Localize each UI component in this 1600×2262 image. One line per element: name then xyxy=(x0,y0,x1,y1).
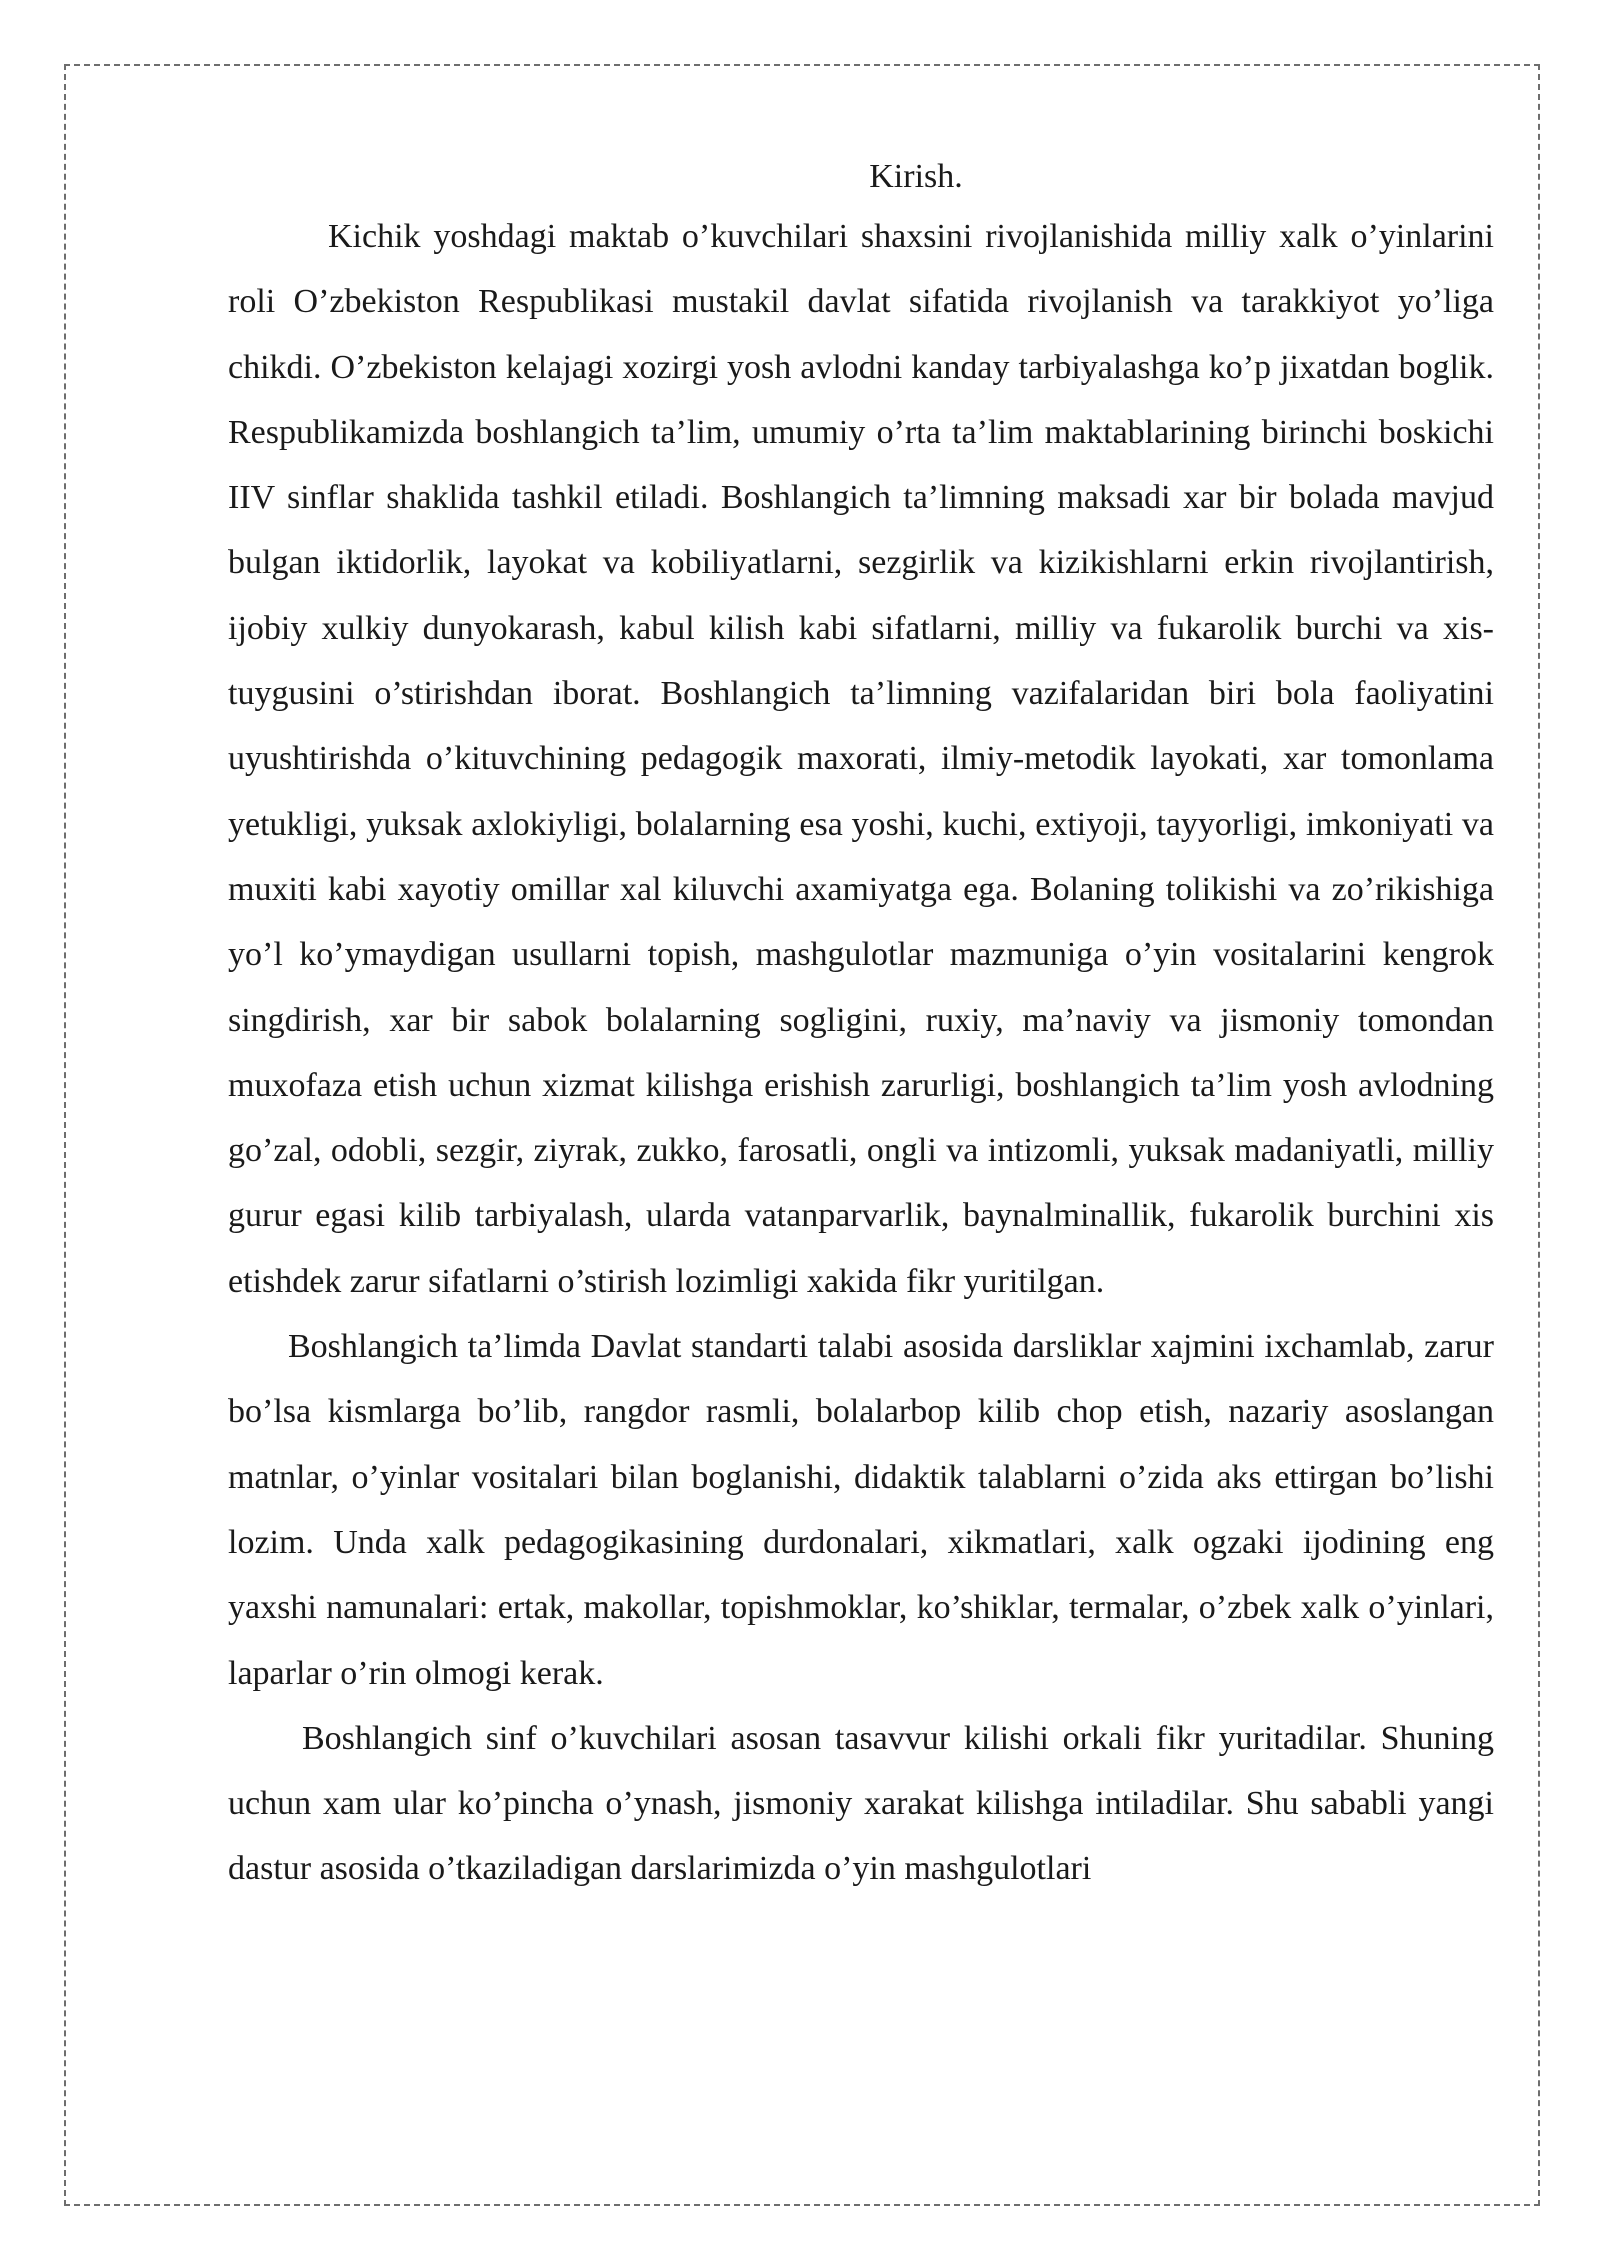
paragraph-3: Boshlangich sinf o’kuvchilari asosan tasavvur kilishi orkali fikr yuritadilar. Shuning uchun xam ular ko’pincha o’ynash, jismoniy xarakat kilishga intiladilar. Shu sababli yangi dastur asosida o’tkaziladigan darslarimizda o’yin mashgulotlari xyxy=(228,1719,1494,1888)
paragraph-2: Boshlangich ta’limda Davlat standarti talabi asosida darsliklar xajmini ixchamlab, zarur bo’lsa kismlarga bo’lib, rangdor rasmli, bolalarbop kilib chop etish, nazariy asoslangan matnlar, o’yinlar vositalari bilan boglanishi, didaktik talablarni o’zida aks ettirgan bo’lishi lozim. Unda xalk pedagogikasining durdonalari, xikmatlari, xalk ogzaki ijodining eng yaxshi namunalari: ertak, makollar, topishmoklar, ko’shiklar, termalar, o’zbek xalk o’yinlari, laparlar o’rin olmogi kerak. xyxy=(228,1328,1494,1692)
document-body xyxy=(228,150,1494,1902)
paragraph-1: Kichik yoshdagi maktab o’kuvchilari shaxsini rivojlanishida milliy xalk o’yinlarini roli O’zbekiston Respublikasi mustakil davlat sifatida rivojlanish va tarakkiyot yo’liga chikdi. O’zbekiston kelajagi xozirgi yosh avlodni kanday tarbiyalashga ko’p jixatdan boglik. Respublikamizda boshlangich ta’lim, umumiy o’rta ta’lim maktablarining birinchi boskichi IIV sinflar shaklida tashkil etiladi. Boshlangich ta’limning maksadi xar bir bolada mavjud bulgan iktidorlik, layokat va kobiliyatlarni, sezgirlik va kizikishlarni erkin rivojlantirish, ijobiy xulkiy dunyokarash, kabul kilish kabi sifatlarni, milliy va fukarolik burchi va xis-tuygusini o’stirishdan iborat. Boshlangich ta’limning vazifalaridan biri bola faoliyatini uyushtirishda o’kituvchining pedagogik maxorati, ilmiy-metodik layokati, xar tomonlama yetukligi, yuksak axlokiyligi, bolalarning esa yoshi, kuchi, extiyoji, tayyorligi, imkoniyati va muxiti kabi xayotiy omillar xal kiluvchi axamiyatga ega. Bolaning tolikishi va zo’rikishiga yo’l ko’ymaydigan usullarni topish, mashgulotlar mazmuniga o’yin vositalarini kengrok singdirish, xar bir sabok bolalarning sogligini, ruxiy, ma’naviy va jismoniy tomondan muxofaza etish uchun xizmat kilishga erishish zarurligi, boshlangich ta’lim yosh avlodning go’zal, odobli, sezgir, ziyrak, zukko, farosatli, ongli va intizomli, yuksak madaniyatli, milliy gurur egasi kilib tarbiyalash, ularda vatanparvarlik, baynalminallik, fukarolik burchini xis etishdek zarur sifatlarni o’stirish lozimligi xakida fikr yuritilgan. xyxy=(228,218,1494,1300)
document-title: Kirish. xyxy=(869,158,963,195)
